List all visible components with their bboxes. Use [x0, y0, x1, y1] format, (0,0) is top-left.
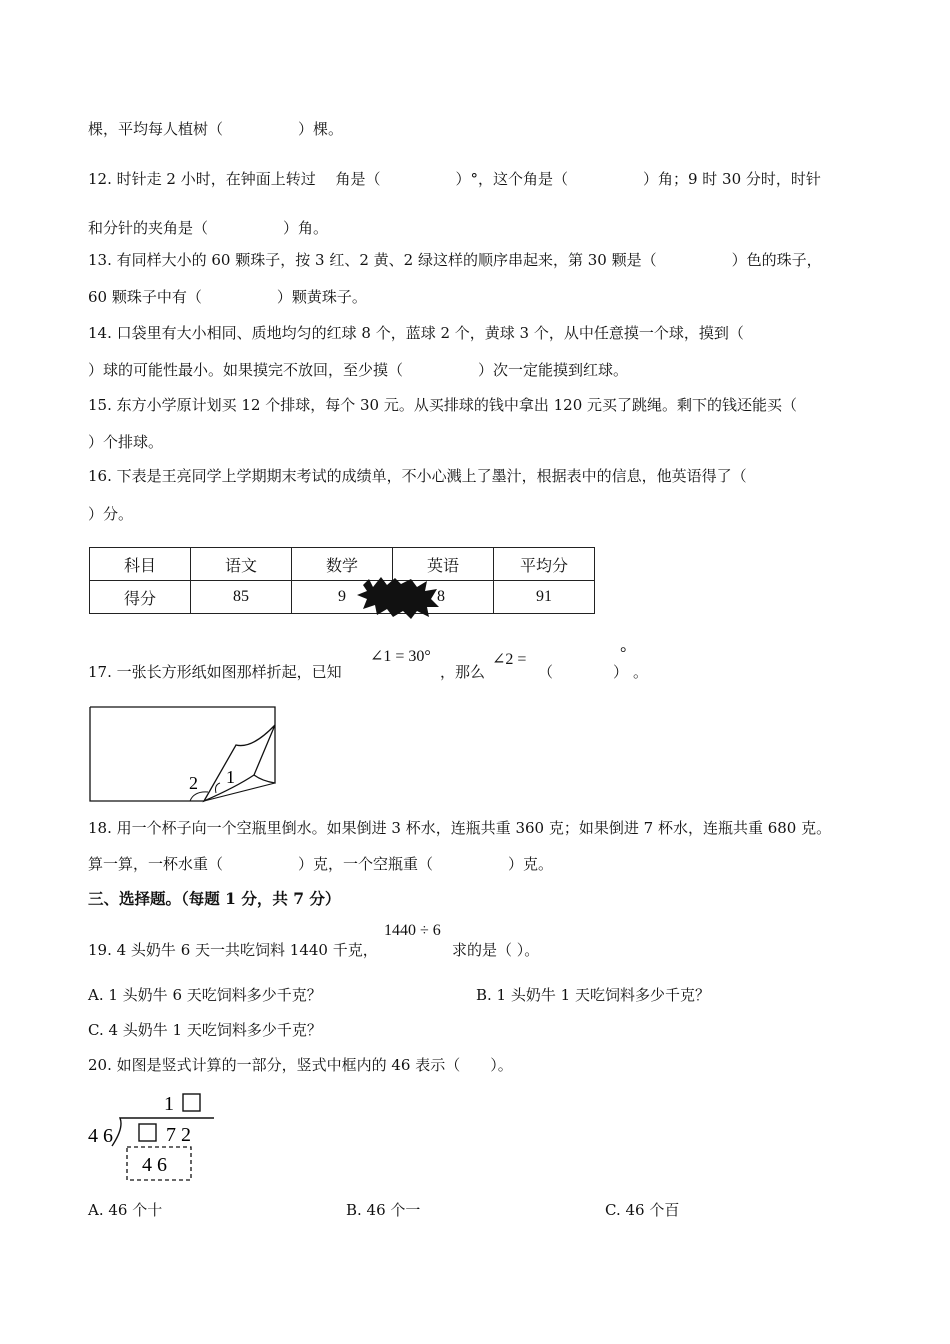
table-row	[90, 548, 595, 581]
score-math-partial: 9	[338, 588, 346, 605]
dividend-digits: 7 2	[166, 1124, 191, 1146]
table-header-math: 数学	[292, 548, 393, 581]
q12-line1: 12. 时针走 2 小时，在钟面上转过 角是（ ）°，这个角是（ ）角；9 时 30 分时，时针	[88, 170, 821, 188]
q20-option-b[interactable]: B. 46 个一	[346, 1201, 421, 1219]
q19-tail: 求的是（ ）。	[452, 941, 540, 959]
score-table	[89, 547, 595, 614]
angle1-expression: ∠1 = 30°	[370, 648, 431, 665]
division-expression: 1440 ÷ 6	[384, 922, 441, 939]
q15-line2: ）个排球。	[88, 433, 164, 451]
quotient-blank-box	[183, 1094, 200, 1111]
score-average: 91	[494, 581, 595, 614]
q19-text: 19. 4 头奶牛 6 天一共吃饲料 1440 千克，	[88, 941, 378, 959]
quotient-digit: 1	[164, 1093, 174, 1115]
q11-continuation: 棵，平均每人植树（ ）棵。	[88, 120, 344, 138]
angle1-label: 1	[226, 767, 235, 787]
dividend-blank-box	[139, 1124, 156, 1141]
q13-line2: 60 颗珠子中有（ ）颗黄珠子。	[88, 288, 367, 306]
ink-splatter-icon	[355, 575, 445, 619]
q19-option-a[interactable]: A. 1 头奶牛 6 天吃饲料多少千克？	[88, 986, 322, 1004]
q16-line1: 16. 下表是王亮同学上学期期末考试的成绩单，不小心溅上了墨汁，根据表中的信息，他英语得了（	[88, 467, 747, 485]
degree-symbol: °	[620, 645, 627, 662]
q20-option-a[interactable]: A. 46 个十	[88, 1201, 163, 1219]
divisor: 4 6	[88, 1125, 113, 1147]
score-english-partial: 8	[437, 588, 445, 605]
q17-text-a: 17. 一张长方形纸如图那样折起，已知	[88, 663, 342, 681]
q19-option-c[interactable]: C. 4 头奶牛 1 天吃饲料多少千克？	[88, 1021, 322, 1039]
q12-line2: 和分针的夹角是（ ）角。	[88, 219, 329, 237]
table-header-subject: 科目	[90, 548, 191, 581]
q17-period: 。	[633, 663, 649, 681]
table-header-english: 英语	[393, 548, 494, 581]
q20-option-c[interactable]: C. 46 个百	[605, 1201, 680, 1219]
q14-line2: ）球的可能性最小。如果摸完不放回，至少摸（ ）次一定能摸到红球。	[88, 361, 629, 379]
q18-line1: 18. 用一个杯子向一个空瓶里倒水。如果倒进 3 杯水，连瓶共重 360 克；如果倒进 7 杯水，连瓶共重 680 克。	[88, 819, 832, 837]
score-chinese: 85	[191, 581, 292, 614]
boxed-number: 4 6	[142, 1154, 167, 1176]
q15-line1: 15. 东方小学原计划买 12 个排球，每个 30 元。从买排球的钱中拿出 120 元买了跳绳。剩下的钱还能买（	[88, 396, 798, 414]
folded-paper-figure	[86, 703, 281, 805]
q19-option-b[interactable]: B. 1 头奶牛 1 天吃饲料多少千克？	[476, 986, 710, 1004]
q17-text-b: ，那么	[440, 663, 486, 681]
q16-line2: ）分。	[88, 505, 134, 523]
table-row	[90, 581, 595, 614]
angle2-expression: ∠2 =	[492, 651, 527, 668]
section-3-heading: 三、选择题。（每题 1 分，共 7 分）	[88, 889, 341, 908]
q14-line1: 14. 口袋里有大小相同、质地均匀的红球 8 个，蓝球 2 个，黄球 3 个，从中任意摸一个球，摸到（	[88, 324, 744, 342]
table-row-label: 得分	[90, 581, 191, 614]
q18-line2: 算一算，一杯水重（ ）克，一个空瓶重（ ）克。	[88, 855, 554, 873]
table-header-chinese: 语文	[191, 548, 292, 581]
q20-text: 20. 如图是竖式计算的一部分，竖式中框内的 46 表示（ ）。	[88, 1056, 513, 1074]
angle2-label: 2	[189, 773, 198, 793]
table-header-average: 平均分	[494, 548, 595, 581]
q17-answer-blank: （ ）	[538, 663, 629, 681]
q13-line1: 13. 有同样大小的 60 颗珠子，按 3 红、2 黄、2 绿这样的顺序串起来，第 30 颗是（ ）色的珠子，	[88, 251, 822, 269]
long-division-figure	[86, 1088, 221, 1184]
